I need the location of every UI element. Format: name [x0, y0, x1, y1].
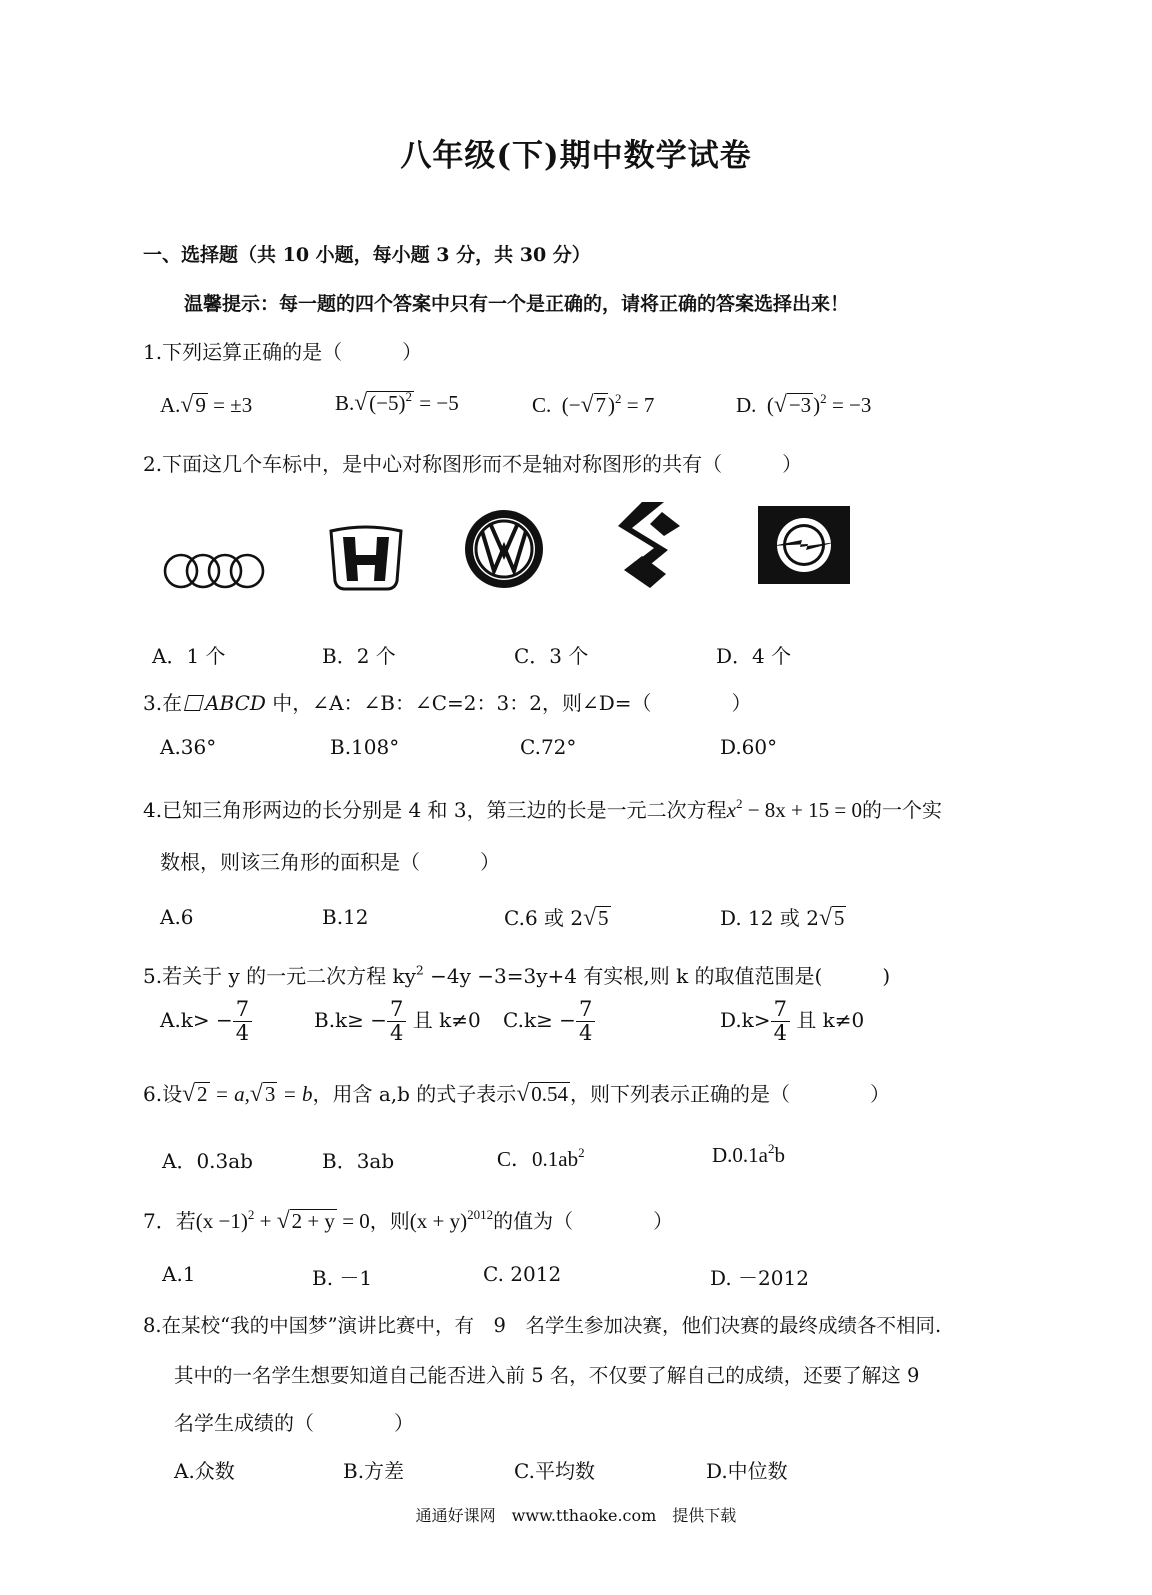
- page-title: 八年级(下)期中数学试卷: [400, 138, 752, 174]
- question-8-line3: 名学生成绩的（ ）: [174, 1411, 414, 1435]
- fraction: $\frac{7}{4}$: [387, 998, 406, 1045]
- q4-option-a: A.6: [160, 905, 194, 929]
- q7-option-c: C. 2012: [483, 1262, 562, 1286]
- fraction: $\frac{7}{4}$: [771, 998, 790, 1045]
- q1-option-a: A.√9 = ±3: [160, 392, 253, 418]
- question-8-line2: 其中的一名学生想要知道自己能否进入前 5 名，不仅要了解自己的成绩，还要了解这 9: [174, 1364, 920, 1387]
- volkswagen-icon: [462, 507, 546, 591]
- q7-option-a: A.1: [162, 1262, 196, 1286]
- question-6-stem: 6.设√2 = a,√3 = b，用含 a,b 的式子表示√0.54 ，则下列表示正确的是（ ）: [143, 1081, 890, 1107]
- question-3-stem: 3.在 ABCD 中，∠A：∠B：∠C=2：3：2，则∠D=（ ）: [143, 691, 752, 715]
- tip-text: 温馨提示：每一题的四个答案中只有一个是正确的，请将正确的答案选择出来！: [184, 293, 850, 315]
- fraction: $\frac{7}{4}$: [233, 998, 252, 1045]
- section-heading: 一、选择题（共 10 小题，每小题 3 分，共 30 分）: [143, 244, 591, 266]
- q6-option-a: A．0.3ab: [162, 1149, 253, 1173]
- q4-option-d: D. 12 或 2√5: [720, 905, 845, 931]
- q8-option-a: A.众数: [174, 1459, 235, 1483]
- fraction: $\frac{7}{4}$: [576, 998, 595, 1045]
- sqrt: √3: [249, 1081, 276, 1107]
- sqrt: $√(-5)^2$: [354, 388, 413, 416]
- question-4-stem: 4.已知三角形两边的长分别是 4 和 3，第三边的长是一元二次方程$x^2 - 8x + 15 = 0$的一个实: [143, 795, 942, 822]
- q8-option-d: D.中位数: [706, 1459, 788, 1483]
- q1-option-b: $B.√(-5)^2 = -5$: [335, 388, 459, 416]
- sqrt: √7: [580, 392, 607, 418]
- q2-option-c: C．3 个: [514, 644, 589, 668]
- parallelogram-icon: [184, 695, 204, 711]
- audi-rings-icon: [160, 548, 270, 594]
- q1-option-c: C. $(-√7)^2 = 7$: [532, 390, 655, 418]
- q1-option-d: D. $(√-3)^2 = -3$: [736, 390, 872, 418]
- sqrt: √2 + y: [276, 1208, 335, 1234]
- q7-option-b: B. －1: [312, 1266, 373, 1290]
- sqrt: √5: [583, 905, 609, 931]
- sqrt: √0.54: [516, 1081, 568, 1107]
- q5-option-b: B.k≥ − $\frac{7}{4}$ 且 k≠0: [314, 997, 481, 1046]
- q2-option-d: D．4 个: [716, 644, 792, 668]
- q7-option-d: D. －2012: [710, 1266, 809, 1290]
- question-2-stem: 2.下面这几个车标中，是中心对称图形而不是轴对称图形的共有（ ）: [143, 452, 803, 476]
- q3-option-c: C.72°: [520, 735, 577, 759]
- q6-option-d: $D.0.1a^2b$: [712, 1140, 786, 1167]
- q3-option-b: B.108°: [330, 735, 400, 759]
- page-footer: 通通好课网 www.tthaoke.com 提供下载: [415, 1506, 737, 1525]
- q4-option-c: C.6 或 2√5: [504, 905, 609, 931]
- q2-option-b: B．2 个: [322, 644, 396, 668]
- q2-option-a: A．1 个: [152, 644, 226, 668]
- suzuki-s-icon: [606, 500, 686, 590]
- q8-option-c: C.平均数: [514, 1459, 595, 1483]
- sqrt: √9: [180, 392, 206, 418]
- q8-option-b: B.方差: [343, 1459, 405, 1483]
- q4-option-b: B.12: [322, 905, 369, 929]
- question-1-stem: 1.下列运算正确的是（ ）: [143, 340, 423, 364]
- question-5-stem: 5.若关于 y 的一元二次方程 $ky^2 -4y -3=3y+4$ 有实根,则 k 的取值范围是( ): [143, 962, 891, 988]
- q5-option-c: C.k≥ − $\frac{7}{4}$: [503, 998, 595, 1045]
- sqrt: √2: [182, 1081, 208, 1107]
- q5-option-d: D.k> $\frac{7}{4}$ 且 k≠0: [720, 997, 865, 1046]
- honda-h-icon: [325, 525, 407, 593]
- q5-option-a: A.k> − $\frac{7}{4}$: [160, 998, 252, 1045]
- q6-option-c: C．$0.1ab^2$: [497, 1144, 585, 1171]
- q3-option-a: A.36°: [160, 735, 217, 759]
- q6-option-b: B．3ab: [322, 1149, 395, 1173]
- question-4-stem-line2: 数根，则该三角形的面积是（ ）: [160, 850, 500, 874]
- sqrt: √5: [818, 905, 845, 931]
- opel-bolt-icon: [758, 506, 850, 584]
- question-7-stem: 7．若$(x -1)^2 + √2 + y = 0$，则$(x + y)^{2012}$的值为（ ）: [143, 1206, 674, 1234]
- sqrt: √−3: [773, 392, 812, 418]
- q3-option-d: D.60°: [720, 735, 778, 759]
- question-8-line1: 8.在某校“我的中国梦”演讲比赛中，有 9 名学生参加决赛，他们决赛的最终成绩各不相同.: [143, 1314, 942, 1337]
